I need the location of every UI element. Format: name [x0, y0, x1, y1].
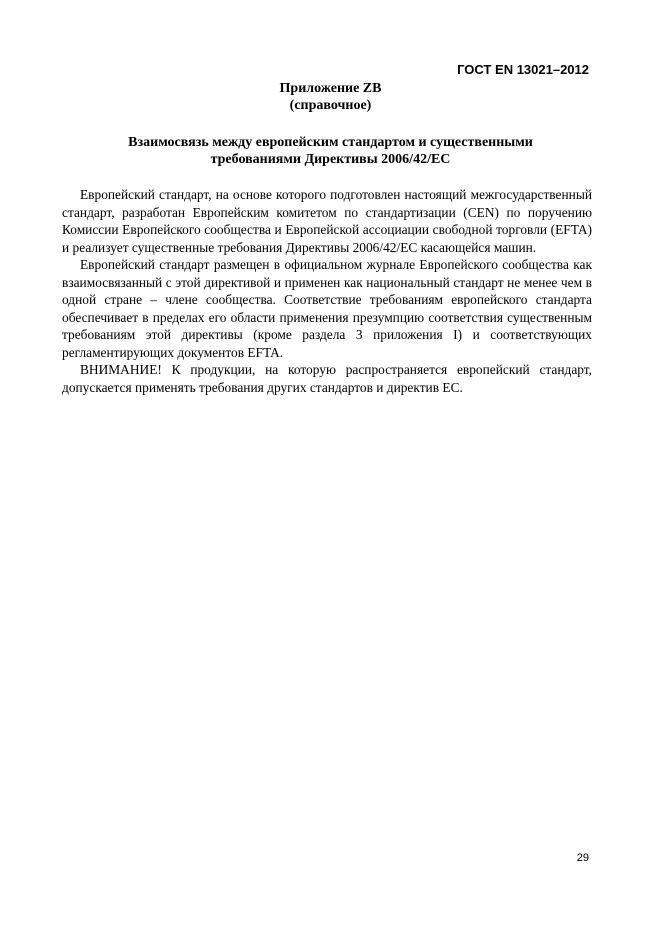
paragraph: Европейский стандарт размещен в официальном журнале Европейского сообщества как взаимосвязанный с этой директивой и применен как национальный стандарт не менее чем в одной стране – члене сообщества. Соответствие требованиям европейского стандарта обеспечивает в пределах его области применения презумпцию соответствия существенным требованиям этой директивы (кроме раздела 3 приложения I) и соответствующих регламентирующих документов EFTA. [62, 257, 592, 360]
paragraph-warning: ВНИМАНИЕ! К продукции, на которую распространяется европейский стандарт, допускается применять требования других стандартов и директив ЕС. [62, 362, 592, 395]
annex-subtitle: (справочное) [289, 98, 372, 113]
page-number: 29 [576, 852, 589, 864]
section-title-line1: Взаимосвязь между европейским стандартом и существенными [128, 135, 533, 150]
annex-heading [0, 80, 661, 114]
section-title-line2: требованиями Директивы 2006/42/ЕС [210, 152, 451, 167]
annex-title: Приложение ZB [279, 81, 382, 96]
paragraph: Европейский стандарт, на основе которого подготовлен настоящий межгосударственный стандарт, разработан Европейским комитетом по стандартизации (CEN) по поручению Комиссии Европейского сообщества и Европейской ассоциации свободной торговли (EFTA) и реализует существенные требования Директивы 2006/42/ЕС касающейся машин. [62, 187, 592, 255]
standard-code: ГОСТ EN 13021–2012 [457, 62, 589, 77]
section-heading [0, 134, 661, 168]
body-text [62, 186, 592, 396]
